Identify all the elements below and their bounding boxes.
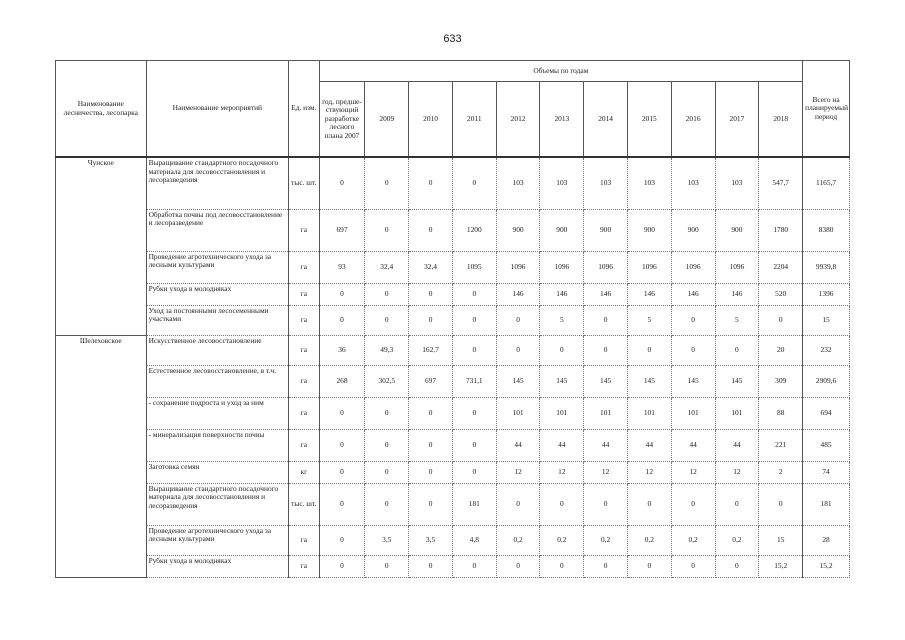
table-row bbox=[56, 429, 850, 461]
forestry-name: Шелеховское bbox=[56, 335, 147, 577]
unit-cell: тыс. шт. bbox=[289, 483, 320, 525]
total-cell: 28 bbox=[803, 525, 850, 555]
value-cell: 0 bbox=[319, 461, 365, 483]
value-cell: 2 bbox=[759, 461, 803, 483]
value-cell: 12 bbox=[627, 461, 671, 483]
activity-name: Проведение агротехнического ухода за лесными культурами bbox=[146, 251, 288, 283]
value-cell: 5 bbox=[627, 305, 671, 335]
value-cell: 0 bbox=[409, 157, 453, 209]
value-cell: 0 bbox=[759, 483, 803, 525]
value-cell: 101 bbox=[671, 397, 715, 429]
value-cell: 3,5 bbox=[409, 525, 453, 555]
value-cell: 101 bbox=[584, 397, 628, 429]
value-cell: 15 bbox=[759, 525, 803, 555]
header-year: 2018 bbox=[759, 82, 803, 158]
value-cell: 0 bbox=[319, 483, 365, 525]
value-cell: 900 bbox=[627, 209, 671, 251]
value-cell: 103 bbox=[540, 157, 584, 209]
value-cell: 3,5 bbox=[365, 525, 409, 555]
value-cell: 12 bbox=[496, 461, 540, 483]
table-row bbox=[56, 335, 850, 365]
value-cell: 0 bbox=[319, 305, 365, 335]
value-cell: 520 bbox=[759, 283, 803, 305]
value-cell: 93 bbox=[319, 251, 365, 283]
value-cell: 0 bbox=[452, 157, 496, 209]
table-row bbox=[56, 365, 850, 397]
table-row bbox=[56, 251, 850, 283]
value-cell: 0 bbox=[452, 555, 496, 577]
value-cell: 44 bbox=[715, 429, 759, 461]
value-cell: 0 bbox=[584, 483, 628, 525]
value-cell: 1096 bbox=[627, 251, 671, 283]
value-cell: 0 bbox=[319, 429, 365, 461]
total-cell: 1396 bbox=[803, 283, 850, 305]
unit-cell: га bbox=[289, 555, 320, 577]
header-year: 2014 bbox=[584, 82, 628, 158]
header-forestry: Наименование лесничества, лесопарка bbox=[56, 61, 147, 158]
value-cell: 0 bbox=[671, 335, 715, 365]
value-cell: 103 bbox=[496, 157, 540, 209]
header-year: 2016 bbox=[671, 82, 715, 158]
unit-cell: га bbox=[289, 283, 320, 305]
page-number: 633 bbox=[443, 33, 462, 45]
value-cell: 0 bbox=[627, 555, 671, 577]
value-cell: 0 bbox=[365, 305, 409, 335]
value-cell: 0 bbox=[409, 461, 453, 483]
value-cell: 0 bbox=[452, 335, 496, 365]
value-cell: 0,2 bbox=[627, 525, 671, 555]
value-cell: 2204 bbox=[759, 251, 803, 283]
value-cell: 0 bbox=[496, 335, 540, 365]
total-cell: 1165,7 bbox=[803, 157, 850, 209]
activity-name: - сохранение подроста и уход за ним bbox=[146, 397, 288, 429]
value-cell: 1096 bbox=[540, 251, 584, 283]
unit-cell: га bbox=[289, 251, 320, 283]
value-cell: 146 bbox=[584, 283, 628, 305]
header-year: 2011 bbox=[452, 82, 496, 158]
header-unit: Ед. изм. bbox=[289, 61, 320, 158]
total-cell: 15 bbox=[803, 305, 850, 335]
value-cell: 145 bbox=[540, 365, 584, 397]
value-cell: 101 bbox=[540, 397, 584, 429]
unit-cell: кг bbox=[289, 461, 320, 483]
value-cell: 0 bbox=[365, 157, 409, 209]
value-cell: 1095 bbox=[452, 251, 496, 283]
value-cell: 12 bbox=[715, 461, 759, 483]
value-cell: 146 bbox=[496, 283, 540, 305]
activity-name: Естественное лесовосстановление, в т.ч. bbox=[146, 365, 288, 397]
value-cell: 0 bbox=[452, 461, 496, 483]
value-cell: 309 bbox=[759, 365, 803, 397]
table-row bbox=[56, 283, 850, 305]
value-cell: 0 bbox=[759, 305, 803, 335]
value-cell: 0,2 bbox=[540, 525, 584, 555]
total-cell: 485 bbox=[803, 429, 850, 461]
activity-name: Искусственное лесовосстановление bbox=[146, 335, 288, 365]
value-cell: 697 bbox=[319, 209, 365, 251]
activity-name: Рубки ухода в молодняках bbox=[146, 283, 288, 305]
table-row bbox=[56, 461, 850, 483]
table-row bbox=[56, 209, 850, 251]
activity-name: Уход за постоянными лесосеменными участками bbox=[146, 305, 288, 335]
value-cell: 0 bbox=[715, 483, 759, 525]
value-cell: 731,1 bbox=[452, 365, 496, 397]
value-cell: 145 bbox=[627, 365, 671, 397]
value-cell: 900 bbox=[540, 209, 584, 251]
table-row bbox=[56, 483, 850, 525]
value-cell: 0 bbox=[540, 335, 584, 365]
value-cell: 145 bbox=[715, 365, 759, 397]
header-year: 2013 bbox=[540, 82, 584, 158]
value-cell: 32,4 bbox=[365, 251, 409, 283]
value-cell: 44 bbox=[584, 429, 628, 461]
value-cell: 0,2 bbox=[496, 525, 540, 555]
unit-cell: га bbox=[289, 365, 320, 397]
value-cell: 0 bbox=[584, 335, 628, 365]
value-cell: 0 bbox=[409, 397, 453, 429]
value-cell: 0 bbox=[365, 397, 409, 429]
value-cell: 146 bbox=[715, 283, 759, 305]
value-cell: 49,3 bbox=[365, 335, 409, 365]
value-cell: 547,7 bbox=[759, 157, 803, 209]
total-cell: 74 bbox=[803, 461, 850, 483]
value-cell: 101 bbox=[496, 397, 540, 429]
value-cell: 44 bbox=[540, 429, 584, 461]
activity-name: Выращивание стандартного посадочного материала для лесовосстановления и лесоразведения bbox=[146, 483, 288, 525]
value-cell: 0 bbox=[365, 483, 409, 525]
table-row bbox=[56, 305, 850, 335]
value-cell: 181 bbox=[452, 483, 496, 525]
value-cell: 1096 bbox=[715, 251, 759, 283]
activity-name: Выращивание стандартного посадочного материала для лесовосстановления и лесоразведения bbox=[146, 157, 288, 209]
total-cell: 2909,6 bbox=[803, 365, 850, 397]
header-year: 2012 bbox=[496, 82, 540, 158]
value-cell: 0 bbox=[452, 283, 496, 305]
header-year: 2010 bbox=[409, 82, 453, 158]
value-cell: 0 bbox=[319, 555, 365, 577]
value-cell: 146 bbox=[627, 283, 671, 305]
forestry-name: Чунское bbox=[56, 157, 147, 335]
value-cell: 12 bbox=[584, 461, 628, 483]
value-cell: 103 bbox=[671, 157, 715, 209]
activity-name: Обработка почвы под лесовосстановление и лесоразведение bbox=[146, 209, 288, 251]
value-cell: 0 bbox=[452, 305, 496, 335]
value-cell: 0,2 bbox=[584, 525, 628, 555]
total-cell: 694 bbox=[803, 397, 850, 429]
value-cell: 900 bbox=[584, 209, 628, 251]
value-cell: 12 bbox=[540, 461, 584, 483]
total-cell: 181 bbox=[803, 483, 850, 525]
value-cell: 0 bbox=[365, 209, 409, 251]
value-cell: 1200 bbox=[452, 209, 496, 251]
value-cell: 1096 bbox=[496, 251, 540, 283]
value-cell: 0 bbox=[452, 397, 496, 429]
value-cell: 36 bbox=[319, 335, 365, 365]
value-cell: 88 bbox=[759, 397, 803, 429]
value-cell: 0 bbox=[365, 429, 409, 461]
value-cell: 0 bbox=[409, 555, 453, 577]
unit-cell: га bbox=[289, 209, 320, 251]
unit-cell: га bbox=[289, 525, 320, 555]
value-cell: 12 bbox=[671, 461, 715, 483]
value-cell: 44 bbox=[671, 429, 715, 461]
value-cell: 0 bbox=[627, 483, 671, 525]
value-cell: 0 bbox=[496, 483, 540, 525]
value-cell: 302,5 bbox=[365, 365, 409, 397]
value-cell: 0 bbox=[319, 525, 365, 555]
header-year: 2015 bbox=[627, 82, 671, 158]
value-cell: 0 bbox=[584, 555, 628, 577]
value-cell: 0 bbox=[715, 555, 759, 577]
value-cell: 145 bbox=[584, 365, 628, 397]
value-cell: 1780 bbox=[759, 209, 803, 251]
value-cell: 162,7 bbox=[409, 335, 453, 365]
value-cell: 20 bbox=[759, 335, 803, 365]
value-cell: 0 bbox=[409, 429, 453, 461]
value-cell: 221 bbox=[759, 429, 803, 461]
unit-cell: тыс. шт. bbox=[289, 157, 320, 209]
value-cell: 900 bbox=[496, 209, 540, 251]
table-row bbox=[56, 555, 850, 577]
value-cell: 0 bbox=[452, 429, 496, 461]
value-cell: 146 bbox=[671, 283, 715, 305]
value-cell: 15,2 bbox=[759, 555, 803, 577]
value-cell: 0 bbox=[715, 335, 759, 365]
value-cell: 0 bbox=[671, 483, 715, 525]
header-years-group: Объемы по годам bbox=[319, 61, 803, 82]
value-cell: 697 bbox=[409, 365, 453, 397]
header-total: Всего на планируемый период bbox=[803, 61, 850, 158]
value-cell: 1096 bbox=[671, 251, 715, 283]
value-cell: 0 bbox=[627, 335, 671, 365]
value-cell: 103 bbox=[584, 157, 628, 209]
activity-name: Заготовка семян bbox=[146, 461, 288, 483]
value-cell: 0 bbox=[496, 305, 540, 335]
unit-cell: га bbox=[289, 305, 320, 335]
total-cell: 8380 bbox=[803, 209, 850, 251]
value-cell: 0 bbox=[409, 209, 453, 251]
value-cell: 0 bbox=[365, 461, 409, 483]
header-activity: Наименование мероприятий bbox=[146, 61, 288, 158]
total-cell: 232 bbox=[803, 335, 850, 365]
value-cell: 0 bbox=[671, 555, 715, 577]
table-row bbox=[56, 397, 850, 429]
value-cell: 0 bbox=[540, 483, 584, 525]
value-cell: 5 bbox=[540, 305, 584, 335]
table-row bbox=[56, 525, 850, 555]
value-cell: 268 bbox=[319, 365, 365, 397]
activity-name: - минерализация поверхности почвы bbox=[146, 429, 288, 461]
value-cell: 0 bbox=[319, 157, 365, 209]
header-base-year: год, предше-ствующий разработке лесного плана 2007 bbox=[319, 82, 365, 158]
value-cell: 101 bbox=[627, 397, 671, 429]
value-cell: 0 bbox=[409, 283, 453, 305]
value-cell: 1096 bbox=[584, 251, 628, 283]
value-cell: 0,2 bbox=[671, 525, 715, 555]
value-cell: 44 bbox=[496, 429, 540, 461]
value-cell: 0 bbox=[540, 555, 584, 577]
activity-name: Проведение агротехнического ухода за лесными культурами bbox=[146, 525, 288, 555]
value-cell: 900 bbox=[671, 209, 715, 251]
value-cell: 145 bbox=[671, 365, 715, 397]
table-body bbox=[56, 157, 850, 577]
value-cell: 146 bbox=[540, 283, 584, 305]
value-cell: 0 bbox=[365, 283, 409, 305]
activity-name: Рубки ухода в молодняках bbox=[146, 555, 288, 577]
value-cell: 0 bbox=[496, 555, 540, 577]
value-cell: 900 bbox=[715, 209, 759, 251]
value-cell: 145 bbox=[496, 365, 540, 397]
value-cell: 103 bbox=[715, 157, 759, 209]
value-cell: 0 bbox=[584, 305, 628, 335]
value-cell: 4,8 bbox=[452, 525, 496, 555]
value-cell: 0,2 bbox=[715, 525, 759, 555]
value-cell: 101 bbox=[715, 397, 759, 429]
table-row bbox=[56, 157, 850, 209]
value-cell: 44 bbox=[627, 429, 671, 461]
value-cell: 0 bbox=[409, 483, 453, 525]
total-cell: 15,2 bbox=[803, 555, 850, 577]
value-cell: 103 bbox=[627, 157, 671, 209]
value-cell: 32,4 bbox=[409, 251, 453, 283]
value-cell: 0 bbox=[671, 305, 715, 335]
unit-cell: га bbox=[289, 397, 320, 429]
value-cell: 0 bbox=[409, 305, 453, 335]
value-cell: 0 bbox=[365, 555, 409, 577]
forestry-activities-table bbox=[55, 60, 850, 578]
value-cell: 0 bbox=[319, 283, 365, 305]
total-cell: 9939,8 bbox=[803, 251, 850, 283]
unit-cell: га bbox=[289, 429, 320, 461]
value-cell: 0 bbox=[319, 397, 365, 429]
unit-cell: га bbox=[289, 335, 320, 365]
header-year: 2017 bbox=[715, 82, 759, 158]
header-year: 2009 bbox=[365, 82, 409, 158]
value-cell: 5 bbox=[715, 305, 759, 335]
